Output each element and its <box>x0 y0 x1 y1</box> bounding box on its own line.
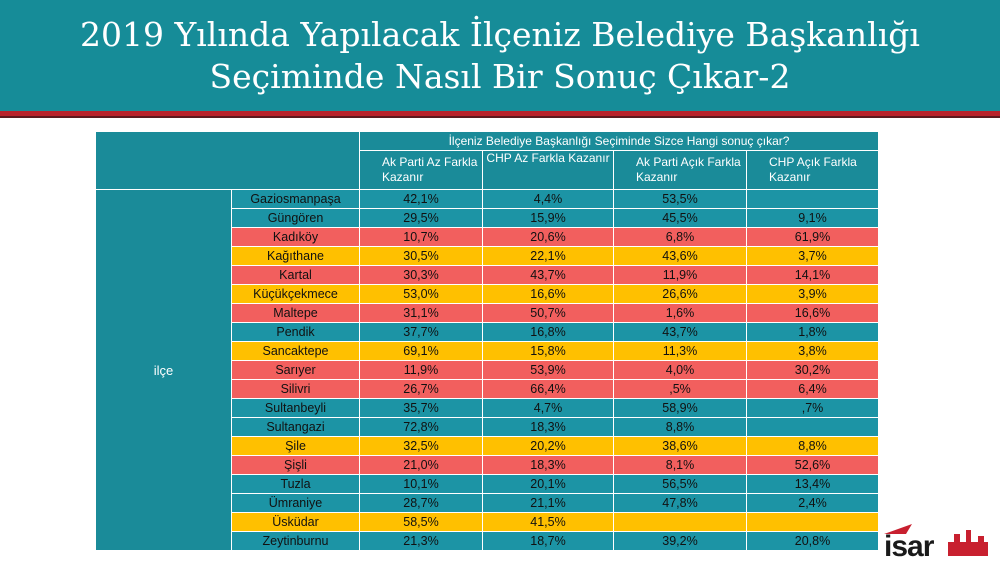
district-name: Silivri <box>232 380 360 399</box>
cell-chp-wide: 1,8% <box>747 323 879 342</box>
cell-akp-narrow: 30,3% <box>360 266 483 285</box>
banner-divider-dark <box>0 116 1000 118</box>
district-name: Kağıthane <box>232 247 360 266</box>
cell-chp-wide <box>747 418 879 437</box>
cell-akp-wide: 43,6% <box>614 247 747 266</box>
district-name: Güngören <box>232 209 360 228</box>
cell-chp-wide <box>747 513 879 532</box>
cell-akp-wide: 8,8% <box>614 418 747 437</box>
cell-akp-narrow: 29,5% <box>360 209 483 228</box>
cell-akp-narrow: 28,7% <box>360 494 483 513</box>
cell-akp-wide: 1,6% <box>614 304 747 323</box>
district-name: Sancaktepe <box>232 342 360 361</box>
cell-akp-wide: 58,9% <box>614 399 747 418</box>
cell-chp-wide: 3,8% <box>747 342 879 361</box>
district-name: Pendik <box>232 323 360 342</box>
cell-chp-narrow: 15,8% <box>483 342 614 361</box>
svg-text:isar: isar <box>884 530 934 562</box>
cell-chp-wide: 30,2% <box>747 361 879 380</box>
district-name: Sultanbeyli <box>232 399 360 418</box>
col-header-akp-wide: Ak Parti Açık Farkla Kazanır <box>614 151 747 190</box>
cell-chp-narrow: 18,3% <box>483 456 614 475</box>
cell-chp-narrow: 18,7% <box>483 532 614 551</box>
cell-chp-wide: 2,4% <box>747 494 879 513</box>
cell-chp-wide: 13,4% <box>747 475 879 494</box>
district-name: Şişli <box>232 456 360 475</box>
title-line-1: 2019 Yılında Yapılacak İlçeniz Belediye Başkanlığı <box>80 15 920 54</box>
table-header-row-1 <box>96 132 879 151</box>
cell-akp-wide: 45,5% <box>614 209 747 228</box>
district-name: Üsküdar <box>232 513 360 532</box>
cell-akp-wide: 38,6% <box>614 437 747 456</box>
cell-akp-narrow: 21,0% <box>360 456 483 475</box>
cell-akp-narrow: 21,3% <box>360 532 483 551</box>
cell-chp-narrow: 21,1% <box>483 494 614 513</box>
table-body <box>96 190 879 551</box>
cell-chp-wide: 16,6% <box>747 304 879 323</box>
cell-akp-wide: 47,8% <box>614 494 747 513</box>
cell-chp-narrow: 53,9% <box>483 361 614 380</box>
cell-chp-wide: 8,8% <box>747 437 879 456</box>
cell-akp-wide: 8,1% <box>614 456 747 475</box>
col-header-chp-narrow: CHP Az Farkla Kazanır <box>483 151 614 190</box>
cell-akp-wide: 11,9% <box>614 266 747 285</box>
district-name: Sultangazi <box>232 418 360 437</box>
cell-chp-wide: 61,9% <box>747 228 879 247</box>
cell-chp-narrow: 41,5% <box>483 513 614 532</box>
cell-akp-narrow: 35,7% <box>360 399 483 418</box>
cell-chp-narrow: 4,4% <box>483 190 614 209</box>
cell-akp-wide: 6,8% <box>614 228 747 247</box>
col-header-chp-wide: CHP Açık Farkla Kazanır <box>747 151 879 190</box>
cell-chp-narrow: 43,7% <box>483 266 614 285</box>
title-line-2: Seçiminde Nasıl Bir Sonuç Çıkar-2 <box>209 57 791 96</box>
cell-akp-narrow: 11,9% <box>360 361 483 380</box>
table-corner <box>96 132 360 190</box>
cell-akp-wide: 39,2% <box>614 532 747 551</box>
cell-chp-wide: 14,1% <box>747 266 879 285</box>
cell-akp-narrow: 37,7% <box>360 323 483 342</box>
cell-akp-narrow: 31,1% <box>360 304 483 323</box>
cell-akp-narrow: 69,1% <box>360 342 483 361</box>
cell-akp-wide: 26,6% <box>614 285 747 304</box>
cell-chp-narrow: 20,6% <box>483 228 614 247</box>
district-name: Kartal <box>232 266 360 285</box>
district-name: Maltepe <box>232 304 360 323</box>
district-name: Sarıyer <box>232 361 360 380</box>
cell-akp-wide: ,5% <box>614 380 747 399</box>
district-name: Küçükçekmece <box>232 285 360 304</box>
cell-akp-narrow: 32,5% <box>360 437 483 456</box>
cell-chp-wide: 20,8% <box>747 532 879 551</box>
page-title <box>0 14 1000 98</box>
table-row <box>96 190 879 209</box>
cell-chp-narrow: 16,6% <box>483 285 614 304</box>
cell-akp-narrow: 26,7% <box>360 380 483 399</box>
question-header: İlçeniz Belediye Başkanlığı Seçiminde Sizce Hangi sonuç çıkar? <box>360 132 879 151</box>
cell-chp-narrow: 66,4% <box>483 380 614 399</box>
district-name: Ümraniye <box>232 494 360 513</box>
cell-chp-wide: ,7% <box>747 399 879 418</box>
cell-akp-wide: 11,3% <box>614 342 747 361</box>
row-group-label: ilçe <box>96 190 232 551</box>
cell-chp-wide: 52,6% <box>747 456 879 475</box>
district-name: Tuzla <box>232 475 360 494</box>
district-name: Şile <box>232 437 360 456</box>
cell-chp-narrow: 18,3% <box>483 418 614 437</box>
cell-chp-wide: 6,4% <box>747 380 879 399</box>
cell-chp-wide: 3,7% <box>747 247 879 266</box>
cell-akp-wide <box>614 513 747 532</box>
col-header-akp-narrow: Ak Parti Az Farkla Kazanır <box>360 151 483 190</box>
cell-akp-narrow: 53,0% <box>360 285 483 304</box>
cell-akp-narrow: 10,7% <box>360 228 483 247</box>
cell-akp-narrow: 72,8% <box>360 418 483 437</box>
cell-chp-narrow: 4,7% <box>483 399 614 418</box>
cell-chp-narrow: 20,1% <box>483 475 614 494</box>
district-name: Gaziosmanpaşa <box>232 190 360 209</box>
cell-akp-wide: 56,5% <box>614 475 747 494</box>
cell-akp-narrow: 30,5% <box>360 247 483 266</box>
cell-chp-narrow: 20,2% <box>483 437 614 456</box>
isar-logo <box>882 520 992 562</box>
cell-chp-narrow: 50,7% <box>483 304 614 323</box>
cell-chp-narrow: 16,8% <box>483 323 614 342</box>
district-name: Zeytinburnu <box>232 532 360 551</box>
cell-akp-narrow: 42,1% <box>360 190 483 209</box>
results-table <box>95 131 879 551</box>
cell-akp-wide: 53,5% <box>614 190 747 209</box>
cell-akp-wide: 4,0% <box>614 361 747 380</box>
cell-chp-wide <box>747 190 879 209</box>
cell-akp-narrow: 58,5% <box>360 513 483 532</box>
cell-akp-wide: 43,7% <box>614 323 747 342</box>
cell-chp-narrow: 22,1% <box>483 247 614 266</box>
cell-chp-wide: 9,1% <box>747 209 879 228</box>
cell-akp-narrow: 10,1% <box>360 475 483 494</box>
district-name: Kadıköy <box>232 228 360 247</box>
cell-chp-wide: 3,9% <box>747 285 879 304</box>
cell-chp-narrow: 15,9% <box>483 209 614 228</box>
